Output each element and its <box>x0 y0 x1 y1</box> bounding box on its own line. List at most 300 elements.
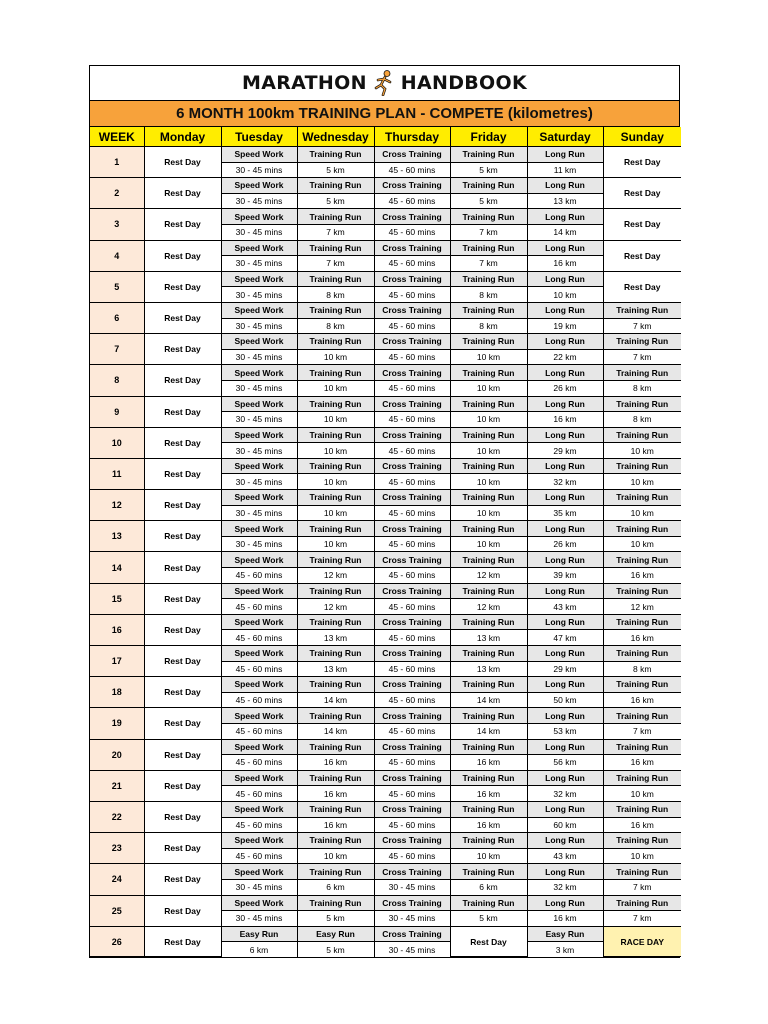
workout-amount: 30 - 45 mins <box>221 412 297 428</box>
workout-type: Training Run <box>450 646 527 662</box>
week-row <box>90 926 681 942</box>
week-number: 18 <box>90 677 144 708</box>
workout-amount: 10 km <box>297 536 374 552</box>
workout-amount: 45 - 60 mins <box>374 692 450 708</box>
workout-type: Training Run <box>297 833 374 849</box>
workout-type: Training Run <box>450 240 527 256</box>
workout-type: Cross Training <box>374 396 450 412</box>
workout-type: Training Run <box>297 770 374 786</box>
workout-amount: 14 km <box>297 723 374 739</box>
workout-type: Speed Work <box>221 147 297 163</box>
workout-amount: 10 km <box>297 443 374 459</box>
workout-amount: 16 km <box>603 755 681 771</box>
workout-amount: 16 km <box>603 568 681 584</box>
week-number: 1 <box>90 147 144 178</box>
workout-type: Speed Work <box>221 521 297 537</box>
workout-type: Cross Training <box>374 770 450 786</box>
workout-type: Training Run <box>297 427 374 443</box>
week-number: 14 <box>90 552 144 583</box>
workout-type: Training Run <box>603 801 681 817</box>
workout-type: Training Run <box>297 614 374 630</box>
workout-amount: 30 - 45 mins <box>221 287 297 303</box>
workout-amount: 47 km <box>527 630 603 646</box>
workout-type: Training Run <box>603 583 681 599</box>
workout-amount: 29 km <box>527 443 603 459</box>
week-row <box>90 895 681 911</box>
workout-type: Speed Work <box>221 271 297 287</box>
workout-amount: 7 km <box>297 224 374 240</box>
workout-type: Speed Work <box>221 895 297 911</box>
week-row <box>90 427 681 443</box>
workout-type: Speed Work <box>221 178 297 194</box>
workout-amount: 7 km <box>603 879 681 895</box>
workout-amount: 10 km <box>603 848 681 864</box>
workout-amount: 45 - 60 mins <box>374 723 450 739</box>
workout-type: Training Run <box>297 365 374 381</box>
workout-amount: 5 km <box>450 911 527 927</box>
rest-day-cell: Rest Day <box>144 271 221 302</box>
workout-type: Cross Training <box>374 178 450 194</box>
race-day-cell: RACE DAY <box>603 926 681 957</box>
workout-amount: 30 - 45 mins <box>221 474 297 490</box>
workout-amount: 16 km <box>603 817 681 833</box>
week-number: 11 <box>90 458 144 489</box>
workout-amount: 30 - 45 mins <box>374 942 450 957</box>
workout-amount: 22 km <box>527 349 603 365</box>
rest-day-cell: Rest Day <box>144 864 221 895</box>
workout-type: Speed Work <box>221 365 297 381</box>
workout-amount: 7 km <box>603 349 681 365</box>
workout-amount: 45 - 60 mins <box>221 786 297 802</box>
column-header: Thursday <box>374 127 450 147</box>
workout-type: Cross Training <box>374 209 450 225</box>
workout-amount: 30 - 45 mins <box>221 256 297 272</box>
column-header: Monday <box>144 127 221 147</box>
workout-type: Training Run <box>450 895 527 911</box>
workout-type: Long Run <box>527 521 603 537</box>
brand-word-left: MARATHON <box>242 72 367 94</box>
workout-amount: 16 km <box>450 755 527 771</box>
rest-day-cell: Rest Day <box>603 271 681 302</box>
workout-type: Training Run <box>450 334 527 350</box>
workout-type: Training Run <box>450 801 527 817</box>
rest-day-cell: Rest Day <box>144 334 221 365</box>
week-row <box>90 271 681 287</box>
workout-amount: 26 km <box>527 380 603 396</box>
workout-type: Speed Work <box>221 240 297 256</box>
week-number: 13 <box>90 521 144 552</box>
week-row <box>90 209 681 225</box>
column-header: Wednesday <box>297 127 374 147</box>
workout-amount: 16 km <box>297 786 374 802</box>
week-number: 17 <box>90 646 144 677</box>
workout-type: Long Run <box>527 739 603 755</box>
week-number: 21 <box>90 770 144 801</box>
workout-type: Training Run <box>450 427 527 443</box>
workout-type: Training Run <box>297 583 374 599</box>
workout-amount: 7 km <box>603 723 681 739</box>
week-row <box>90 302 681 318</box>
workout-type: Training Run <box>450 677 527 693</box>
workout-amount: 12 km <box>603 599 681 615</box>
workout-type: Cross Training <box>374 583 450 599</box>
rest-day-cell: Rest Day <box>450 926 527 957</box>
workout-type: Speed Work <box>221 427 297 443</box>
brand-word-right: HANDBOOK <box>400 72 527 94</box>
workout-type: Training Run <box>450 271 527 287</box>
column-header: Friday <box>450 127 527 147</box>
rest-day-cell: Rest Day <box>603 147 681 178</box>
rest-day-cell: Rest Day <box>144 770 221 801</box>
workout-amount: 45 - 60 mins <box>221 817 297 833</box>
workout-type: Training Run <box>450 302 527 318</box>
workout-amount: 45 - 60 mins <box>374 536 450 552</box>
workout-type: Cross Training <box>374 552 450 568</box>
workout-amount: 7 km <box>603 911 681 927</box>
rest-day-cell: Rest Day <box>144 708 221 739</box>
workout-type: Training Run <box>603 708 681 724</box>
workout-type: Easy Run <box>297 926 374 942</box>
workout-amount: 45 - 60 mins <box>374 287 450 303</box>
rest-day-cell: Rest Day <box>144 926 221 957</box>
workout-amount: 16 km <box>527 911 603 927</box>
workout-type: Training Run <box>297 302 374 318</box>
workout-type: Easy Run <box>527 926 603 942</box>
workout-type: Training Run <box>603 770 681 786</box>
week-row <box>90 552 681 568</box>
workout-amount: 45 - 60 mins <box>374 755 450 771</box>
workout-type: Training Run <box>603 334 681 350</box>
workout-amount: 12 km <box>450 568 527 584</box>
workout-amount: 7 km <box>450 224 527 240</box>
workout-amount: 45 - 60 mins <box>374 162 450 178</box>
week-row <box>90 490 681 506</box>
workout-amount: 45 - 60 mins <box>374 256 450 272</box>
workout-type: Speed Work <box>221 614 297 630</box>
week-row <box>90 178 681 194</box>
workout-amount: 45 - 60 mins <box>374 349 450 365</box>
workout-type: Cross Training <box>374 458 450 474</box>
workout-type: Training Run <box>297 708 374 724</box>
workout-amount: 6 km <box>450 879 527 895</box>
workout-amount: 32 km <box>527 474 603 490</box>
workout-type: Speed Work <box>221 801 297 817</box>
workout-type: Long Run <box>527 614 603 630</box>
week-number: 20 <box>90 739 144 770</box>
rest-day-cell: Rest Day <box>144 427 221 458</box>
workout-type: Training Run <box>297 895 374 911</box>
week-row <box>90 677 681 693</box>
week-number: 19 <box>90 708 144 739</box>
workout-type: Cross Training <box>374 864 450 880</box>
workout-amount: 16 km <box>527 256 603 272</box>
workout-amount: 30 - 45 mins <box>221 536 297 552</box>
workout-type: Long Run <box>527 895 603 911</box>
workout-amount: 45 - 60 mins <box>221 630 297 646</box>
rest-day-cell: Rest Day <box>144 302 221 333</box>
workout-amount: 16 km <box>603 630 681 646</box>
workout-type: Long Run <box>527 833 603 849</box>
workout-amount: 10 km <box>450 848 527 864</box>
workout-type: Cross Training <box>374 147 450 163</box>
table-body <box>90 147 681 957</box>
week-row <box>90 521 681 537</box>
workout-amount: 29 km <box>527 661 603 677</box>
workout-type: Speed Work <box>221 396 297 412</box>
workout-amount: 14 km <box>450 723 527 739</box>
workout-amount: 45 - 60 mins <box>374 599 450 615</box>
workout-amount: 45 - 60 mins <box>374 380 450 396</box>
workout-amount: 45 - 60 mins <box>374 443 450 459</box>
workout-type: Training Run <box>603 864 681 880</box>
rest-day-cell: Rest Day <box>144 614 221 645</box>
column-header: Sunday <box>603 127 681 147</box>
week-number: 26 <box>90 926 144 957</box>
workout-type: Long Run <box>527 458 603 474</box>
rest-day-cell: Rest Day <box>144 365 221 396</box>
workout-amount: 45 - 60 mins <box>374 630 450 646</box>
workout-type: Easy Run <box>221 926 297 942</box>
workout-type: Long Run <box>527 864 603 880</box>
week-row <box>90 583 681 599</box>
workout-type: Training Run <box>297 271 374 287</box>
workout-amount: 30 - 45 mins <box>221 224 297 240</box>
workout-amount: 10 km <box>603 536 681 552</box>
workout-type: Training Run <box>450 708 527 724</box>
workout-type: Training Run <box>603 490 681 506</box>
rest-day-cell: Rest Day <box>144 396 221 427</box>
workout-type: Training Run <box>450 739 527 755</box>
workout-amount: 45 - 60 mins <box>374 505 450 521</box>
workout-type: Training Run <box>603 646 681 662</box>
workout-type: Cross Training <box>374 302 450 318</box>
rest-day-cell: Rest Day <box>603 240 681 271</box>
workout-type: Training Run <box>297 490 374 506</box>
workout-type: Speed Work <box>221 770 297 786</box>
workout-type: Cross Training <box>374 801 450 817</box>
workout-type: Long Run <box>527 240 603 256</box>
workout-amount: 14 km <box>527 224 603 240</box>
workout-type: Training Run <box>603 427 681 443</box>
workout-type: Long Run <box>527 147 603 163</box>
workout-type: Speed Work <box>221 646 297 662</box>
workout-amount: 45 - 60 mins <box>374 848 450 864</box>
workout-amount: 10 km <box>297 848 374 864</box>
week-row <box>90 240 681 256</box>
rest-day-cell: Rest Day <box>144 583 221 614</box>
workout-type: Long Run <box>527 646 603 662</box>
workout-amount: 5 km <box>297 942 374 957</box>
workout-type: Long Run <box>527 271 603 287</box>
workout-type: Cross Training <box>374 926 450 942</box>
workout-type: Cross Training <box>374 521 450 537</box>
workout-amount: 30 - 45 mins <box>374 879 450 895</box>
workout-amount: 30 - 45 mins <box>374 911 450 927</box>
workout-type: Long Run <box>527 427 603 443</box>
workout-type: Training Run <box>450 521 527 537</box>
workout-amount: 7 km <box>297 256 374 272</box>
workout-amount: 53 km <box>527 723 603 739</box>
workout-amount: 16 km <box>297 755 374 771</box>
workout-type: Speed Work <box>221 334 297 350</box>
week-number: 10 <box>90 427 144 458</box>
workout-type: Training Run <box>297 864 374 880</box>
workout-amount: 5 km <box>450 162 527 178</box>
workout-amount: 5 km <box>297 911 374 927</box>
workout-amount: 6 km <box>221 942 297 957</box>
workout-type: Training Run <box>297 801 374 817</box>
workout-amount: 7 km <box>450 256 527 272</box>
workout-amount: 16 km <box>603 692 681 708</box>
rest-day-cell: Rest Day <box>144 739 221 770</box>
workout-type: Training Run <box>603 521 681 537</box>
workout-type: Cross Training <box>374 427 450 443</box>
workout-type: Long Run <box>527 801 603 817</box>
workout-type: Training Run <box>450 365 527 381</box>
week-row <box>90 833 681 849</box>
workout-type: Training Run <box>603 833 681 849</box>
rest-day-cell: Rest Day <box>144 209 221 240</box>
workout-type: Training Run <box>297 396 374 412</box>
workout-type: Training Run <box>297 739 374 755</box>
workout-type: Training Run <box>297 521 374 537</box>
workout-amount: 30 - 45 mins <box>221 911 297 927</box>
week-number: 6 <box>90 302 144 333</box>
workout-type: Training Run <box>603 677 681 693</box>
workout-amount: 39 km <box>527 568 603 584</box>
column-header: WEEK <box>90 127 144 147</box>
workout-type: Training Run <box>603 552 681 568</box>
workout-type: Long Run <box>527 770 603 786</box>
workout-amount: 30 - 45 mins <box>221 380 297 396</box>
workout-type: Cross Training <box>374 739 450 755</box>
workout-amount: 19 km <box>527 318 603 334</box>
week-number: 9 <box>90 396 144 427</box>
workout-amount: 10 km <box>603 786 681 802</box>
workout-amount: 13 km <box>527 193 603 209</box>
workout-amount: 12 km <box>450 599 527 615</box>
workout-type: Long Run <box>527 365 603 381</box>
workout-amount: 45 - 60 mins <box>221 692 297 708</box>
workout-type: Speed Work <box>221 552 297 568</box>
workout-type: Training Run <box>297 677 374 693</box>
workout-amount: 10 km <box>297 349 374 365</box>
workout-amount: 5 km <box>450 193 527 209</box>
workout-amount: 32 km <box>527 879 603 895</box>
workout-amount: 10 km <box>450 349 527 365</box>
workout-type: Cross Training <box>374 833 450 849</box>
week-row <box>90 396 681 412</box>
workout-type: Training Run <box>297 240 374 256</box>
workout-amount: 10 km <box>450 505 527 521</box>
workout-amount: 10 km <box>450 380 527 396</box>
workout-type: Long Run <box>527 552 603 568</box>
workout-type: Training Run <box>603 739 681 755</box>
workout-amount: 3 km <box>527 942 603 957</box>
workout-type: Speed Work <box>221 833 297 849</box>
rest-day-cell: Rest Day <box>144 147 221 178</box>
workout-amount: 10 km <box>450 474 527 490</box>
workout-amount: 8 km <box>450 318 527 334</box>
workout-amount: 10 km <box>450 443 527 459</box>
week-row <box>90 646 681 662</box>
logo-header <box>90 66 679 101</box>
workout-type: Training Run <box>450 396 527 412</box>
workout-type: Training Run <box>450 209 527 225</box>
workout-amount: 45 - 60 mins <box>374 786 450 802</box>
rest-day-cell: Rest Day <box>603 178 681 209</box>
workout-amount: 7 km <box>603 318 681 334</box>
workout-amount: 45 - 60 mins <box>221 848 297 864</box>
workout-type: Training Run <box>450 147 527 163</box>
rest-day-cell: Rest Day <box>144 490 221 521</box>
rest-day-cell: Rest Day <box>144 801 221 832</box>
workout-amount: 8 km <box>603 380 681 396</box>
rest-day-cell: Rest Day <box>144 552 221 583</box>
week-row <box>90 365 681 381</box>
workout-amount: 43 km <box>527 848 603 864</box>
workout-amount: 30 - 45 mins <box>221 318 297 334</box>
workout-type: Speed Work <box>221 209 297 225</box>
workout-type: Speed Work <box>221 583 297 599</box>
week-number: 5 <box>90 271 144 302</box>
workout-type: Training Run <box>450 864 527 880</box>
rest-day-cell: Rest Day <box>144 677 221 708</box>
workout-amount: 60 km <box>527 817 603 833</box>
workout-type: Cross Training <box>374 646 450 662</box>
rest-day-cell: Rest Day <box>144 240 221 271</box>
week-row <box>90 334 681 350</box>
workout-type: Training Run <box>450 583 527 599</box>
week-row <box>90 739 681 755</box>
workout-type: Training Run <box>603 365 681 381</box>
week-number: 16 <box>90 614 144 645</box>
week-number: 24 <box>90 864 144 895</box>
workout-amount: 30 - 45 mins <box>221 349 297 365</box>
workout-amount: 14 km <box>297 692 374 708</box>
week-row <box>90 147 681 163</box>
workout-amount: 13 km <box>297 661 374 677</box>
header-row <box>90 127 681 147</box>
workout-type: Long Run <box>527 708 603 724</box>
workout-type: Training Run <box>297 552 374 568</box>
workout-type: Cross Training <box>374 614 450 630</box>
workout-amount: 13 km <box>450 630 527 646</box>
workout-amount: 45 - 60 mins <box>374 318 450 334</box>
workout-amount: 11 km <box>527 162 603 178</box>
workout-type: Training Run <box>603 396 681 412</box>
workout-type: Speed Work <box>221 677 297 693</box>
week-number: 22 <box>90 801 144 832</box>
week-number: 23 <box>90 833 144 864</box>
workout-type: Speed Work <box>221 302 297 318</box>
workout-amount: 6 km <box>297 879 374 895</box>
workout-type: Long Run <box>527 677 603 693</box>
workout-type: Speed Work <box>221 708 297 724</box>
workout-amount: 10 km <box>527 287 603 303</box>
workout-type: Training Run <box>450 770 527 786</box>
workout-amount: 35 km <box>527 505 603 521</box>
workout-type: Training Run <box>603 895 681 911</box>
workout-type: Cross Training <box>374 490 450 506</box>
rest-day-cell: Rest Day <box>144 521 221 552</box>
workout-type: Speed Work <box>221 864 297 880</box>
week-row <box>90 864 681 880</box>
plan-title: 6 MONTH 100km TRAINING PLAN - COMPETE (kilometres) <box>90 101 679 127</box>
workout-amount: 8 km <box>297 287 374 303</box>
workout-amount: 8 km <box>450 287 527 303</box>
workout-amount: 10 km <box>603 443 681 459</box>
